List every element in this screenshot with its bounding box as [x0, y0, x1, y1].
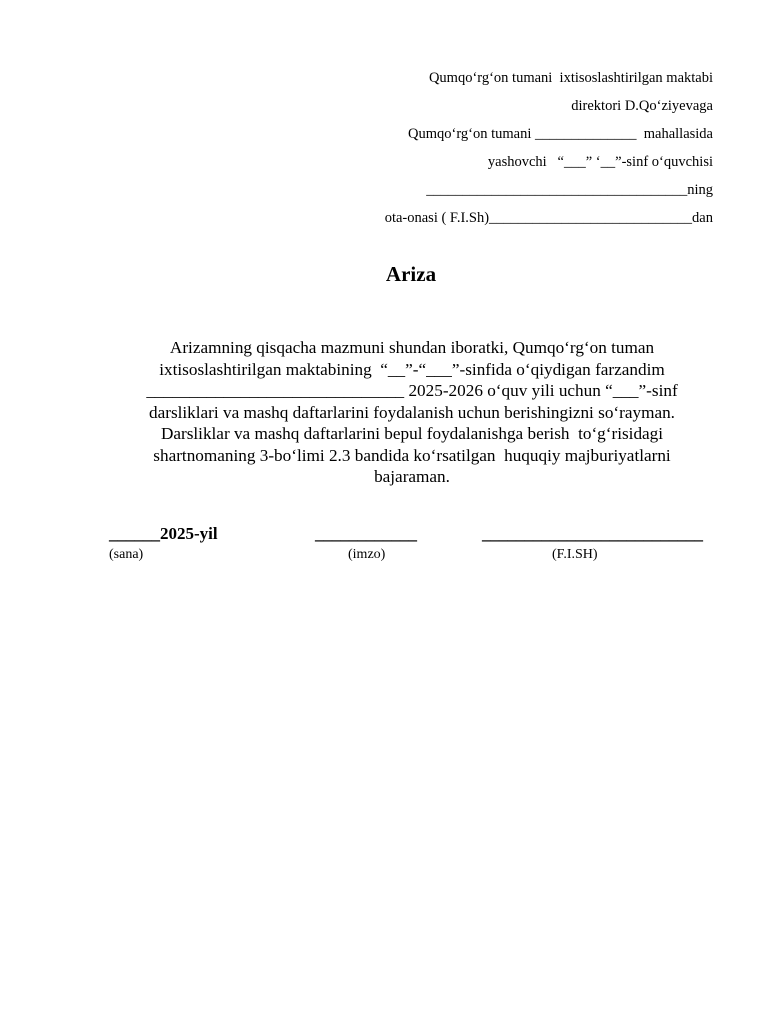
addressee-line-residence: yashovchi “___” ‘__”-sinf o‘quvchisi [487, 154, 713, 170]
date-label: (sana) [109, 547, 144, 562]
addressee-line-district: Qumqo‘rg‘on tumani ______________ mahallasida [408, 126, 713, 142]
addressee-line-director: direktori D.Qo‘ziyevaga [571, 98, 713, 114]
full-name-label: (F.I.SH) [552, 547, 598, 562]
addressee-line-parent: ota-onasi ( F.I.Sh)____________________________dan [384, 210, 713, 226]
signature-label: (imzo) [348, 547, 386, 562]
body-line: Arizamning qisqacha mazmuni shundan iboratki, Qumqo‘rg‘on tuman [169, 338, 655, 357]
body-line: darsliklari va mashq daftarlarini foydalanish uchun berishingizni so‘rayman. [149, 402, 675, 422]
application-body [118, 337, 706, 488]
body-line: ______________________________ 2025-2026 o‘quv yili uchun “___”-sinf [146, 381, 678, 400]
document-title: Ariza [385, 262, 437, 286]
body-line: Darsliklar va mashq daftarlarini bepul foydalanishga berish to‘g‘risidagi [160, 424, 664, 443]
body-line: bajaraman. [374, 467, 450, 486]
date-field: ______2025-yil [109, 524, 218, 543]
signature-field: ____________ [315, 524, 417, 543]
body-line: ixtisoslashtirilgan maktabining “__”-“___”-sinfida o‘qiydigan farzandim [159, 359, 665, 379]
addressee-line-student-name: ____________________________________ning [426, 182, 713, 198]
body-line: shartnomaning 3-bo‘limi 2.3 bandida ko‘rsatilgan huquqiy majburiyatlarni [153, 445, 671, 465]
addressee-line-school: Qumqo‘rg‘on tumani ixtisoslashtirilgan maktabi [428, 70, 713, 86]
addressee-block [213, 64, 713, 232]
full-name-field: __________________________ [482, 524, 703, 543]
